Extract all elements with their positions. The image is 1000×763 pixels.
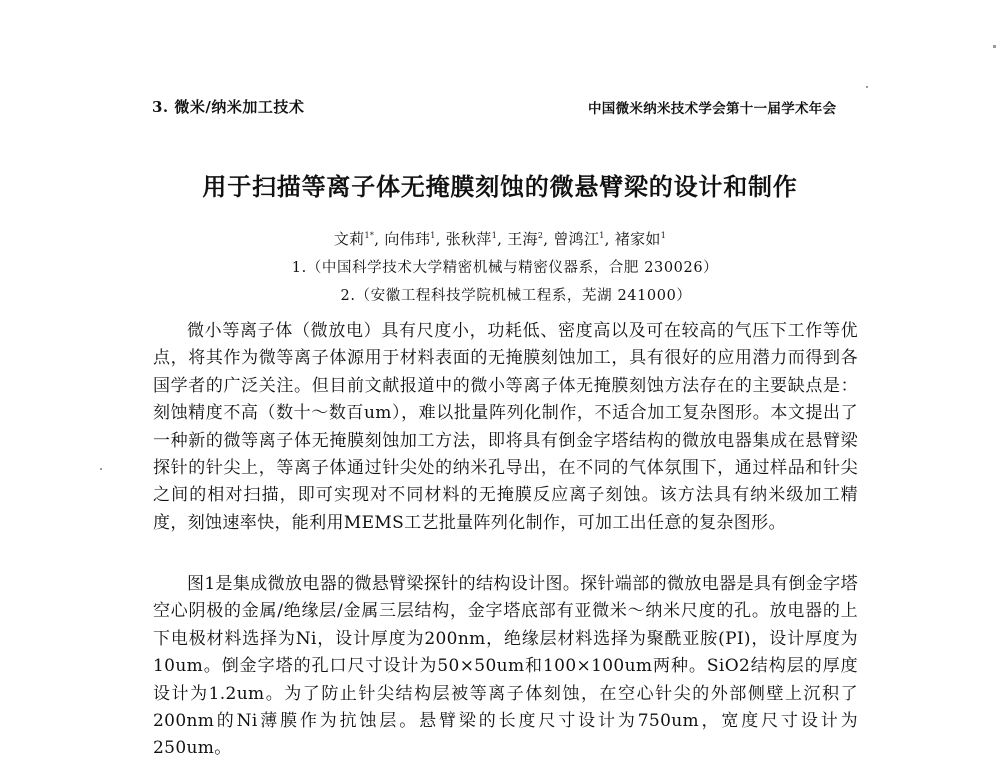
author-list: 文莉$^{1*}$, 向伟玮$^1$, 张秋萍$^1$, 王海$^2$, 曾鸿江$^1$, 褚家如$^1$ bbox=[333, 230, 667, 248]
affiliation-1: 1.（中国科学技术大学精密机械与精密仪器系，合肥 230026） bbox=[291, 260, 719, 276]
paper-title: 用于扫描等离子体无掩膜刻蚀的微悬臂梁的设计和制作 bbox=[202, 173, 798, 201]
author-mark: 1 bbox=[491, 231, 498, 240]
scan-speck bbox=[100, 468, 102, 470]
author-mark: 1* bbox=[364, 231, 375, 240]
affiliation-2: 2.（安徽工程科技学院机械工程系，芜湖 241000） bbox=[340, 288, 692, 304]
author-name: 王海 bbox=[507, 230, 538, 248]
conference-header: 中国微米纳米技术学会第十一届学术年会 bbox=[588, 101, 837, 117]
body-paragraph-1: 微小等离子体（微放电）具有尺度小，功耗低、密度高以及可在较高的气压下工作等优点，将其作为微等离子体源用于材料表面的无掩膜刻蚀加工，具有很好的应用潜力而得到各国学者的广泛关注。但目前文献报道中的微小等离子体无掩膜刻蚀方法存在的主要缺点是：刻蚀精度不高（数十～数百um），难以批量阵列化制作，不适合加工复杂图形。本文提出了一种新的微等离子体无掩膜刻蚀加工方法，即将具有倒金字塔结构的微放电器集成在悬臂梁探针的针尖上，等离子体通过针尖处的纳米孔导出，在不同的气体氛围下，通过样品和针尖之间的相对扫描，即可实现对不同材料的无掩膜反应离子刻蚀。该方法具有纳米级加工精度，刻蚀速率快，能利用MEMS工艺批量阵列化制作，可加工出任意的复杂图形。 bbox=[153, 321, 858, 533]
author-name: 曾鸿江 bbox=[553, 230, 600, 248]
author-mark: 1 bbox=[430, 231, 436, 240]
section-header: 3. 微米/纳米加工技术 bbox=[152, 98, 305, 116]
author-mark: 1 bbox=[599, 231, 605, 240]
author-mark: 2 bbox=[537, 231, 544, 240]
author-name: 向伟玮 bbox=[384, 230, 431, 248]
author-name: 文莉 bbox=[333, 230, 365, 248]
scan-speck bbox=[993, 45, 996, 48]
author-mark: 1 bbox=[660, 231, 667, 240]
author-name: 张秋萍 bbox=[445, 230, 492, 248]
author-name: 褚家如 bbox=[614, 230, 661, 248]
scan-speck bbox=[866, 86, 868, 88]
body-paragraph-2: 图1是集成微放电器的微悬臂梁探针的结构设计图。探针端部的微放电器是具有倒金字塔空心阴极的金属/绝缘层/金属三层结构，金字塔底部有亚微米～纳米尺度的孔。放电器的上下电极材料选择为Ni，设计厚度为200nm，绝缘层材料选择为聚酰亚胺(PI)，设计厚度为10um。倒金字塔的孔口尺寸设计为50×50um和100×100um两种。SiO2结构层的厚度设计为1.2um。为了防止针尖结构层被等离子体刻蚀，在空心针尖的外部侧壁上沉积了200nm的Ni薄膜作为抗蚀层。悬臂梁的长度尺寸设计为750um，宽度尺寸设计为250um。 bbox=[153, 574, 858, 759]
